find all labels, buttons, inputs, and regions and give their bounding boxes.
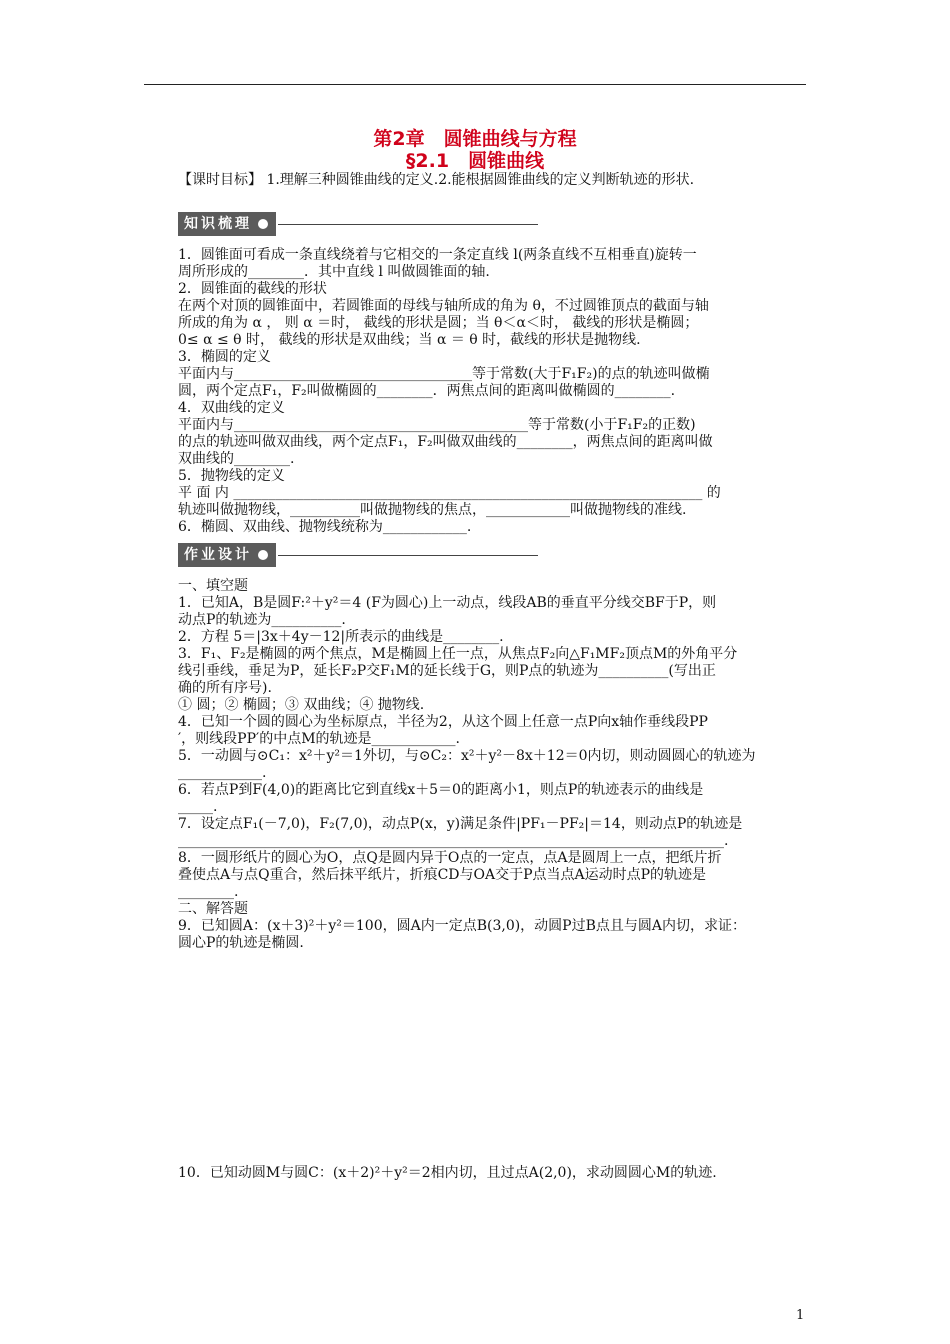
text-line: 3．椭圆的定义 <box>178 349 271 365</box>
homework-body <box>178 578 808 952</box>
page-number: 1 <box>796 1308 805 1323</box>
text-line: 10．已知动圆M与圆C：(x＋2)²＋y²＝2相内切，且过点A(2,0)，求动圆圆心M的轨迹. <box>178 1165 717 1181</box>
text-line: ′，则线段PP′的中点M的轨迹是____________. <box>178 731 460 747</box>
text-line: 双曲线的________. <box>178 451 295 467</box>
text-line: 平 面 内 ___________________________________________________________________ 的 <box>178 485 721 501</box>
bullet-dot-icon <box>258 550 268 560</box>
knowledge-body <box>178 247 808 536</box>
text-line: 圆，两个定点F₁，F₂叫做椭圆的________．两焦点间的距离叫做椭圆的________. <box>178 383 676 399</box>
text-line: 周所形成的________．其中直线 l 叫做圆锥面的轴. <box>178 264 490 280</box>
text-line: 线引垂线，垂足为P，延长F₂P交F₁M的延长线于G，则P点的轨迹为__________(写出正 <box>178 663 716 679</box>
goal-text: 1.理解三种圆锥曲线的定义.2.能根据圆锥曲线的定义判断轨迹的形状. <box>266 172 695 188</box>
text-line: 动点P的轨迹为__________. <box>178 612 346 628</box>
text-line: 在两个对顶的圆锥面中，若圆锥面的母线与轴所成的角为 θ，不过圆锥顶点的截面与轴 <box>178 298 709 314</box>
homework-heading-pill <box>178 543 276 567</box>
text-line: ① 圆；② 椭圆；③ 双曲线；④ 抛物线. <box>178 697 425 713</box>
goal-label: 【课时目标】 <box>178 172 262 188</box>
homework-heading <box>178 543 538 567</box>
homework-heading-text: 作业设计 <box>184 547 252 563</box>
text-line: 的点的轨迹叫做双曲线，两个定点F₁，F₂叫做双曲线的________，两焦点间的距离叫做 <box>178 434 713 450</box>
text-line: 圆心P的轨迹是椭圆. <box>178 935 304 951</box>
heading-rule <box>278 224 538 225</box>
text-line: ____________. <box>178 765 267 781</box>
text-line: 1．圆锥面可看成一条直线绕着与它相交的一条定直线 l(两条直线不互相垂直)旋转一 <box>178 247 697 263</box>
text-line: 4．已知一个圆的圆心为坐标原点，半径为2，从这个圆上任意一点P向x轴作垂线段PP <box>178 714 708 730</box>
knowledge-heading-pill <box>178 212 276 236</box>
chapter-title: 第2章 圆锥曲线与方程 <box>373 128 577 150</box>
text-line: 7．设定点F₁(－7,0)，F₂(7,0)，动点P(x，y)满足条件|PF₁－PF₂|＝14，则动点P的轨迹是 <box>178 816 743 832</box>
top-rule <box>144 84 806 85</box>
text-line: 6．椭圆、双曲线、抛物线统称为____________. <box>178 519 472 535</box>
bullet-dot-icon <box>258 219 268 229</box>
text-line: 轨迹叫做抛物线，__________叫做抛物线的焦点，____________叫做抛物线的准线. <box>178 502 687 518</box>
text-line: 8．一圆形纸片的圆心为O，点Q是圆内异于O点的一定点，点A是圆周上一点，把纸片折 <box>178 850 722 866</box>
knowledge-heading <box>178 212 538 236</box>
text-line: 2．圆锥面的截线的形状 <box>178 281 327 297</box>
question-10 <box>178 1165 808 1182</box>
text-line: 确的所有序号). <box>178 680 272 696</box>
text-line: _____. <box>178 799 218 815</box>
text-line: 平面内与__________________________________________等于常数(小于F₁F₂的正数) <box>178 417 696 433</box>
text-line: 叠使点A与点Q重合，然后抹平纸片，折痕CD与OA交于P点当点A运动时点P的轨迹是 <box>178 867 707 883</box>
text-line: 3．F₁、F₂是椭圆的两个焦点，M是椭圆上任一点，从焦点F₂向△F₁MF₂顶点M的外角平分 <box>178 646 738 662</box>
text-line: 9．已知圆A：(x＋3)²＋y²＝100，圆A内一定点B(3,0)，动圆P过B点且与圆A内切，求证： <box>178 918 747 934</box>
text-line: 0≤ α ≤ θ 时， 截线的形状是双曲线；当 α ＝ θ 时，截线的形状是抛物线. <box>178 332 641 348</box>
text-line: ________. <box>178 884 239 900</box>
text-line: 5．一动圆与⊙C₁：x²＋y²＝1外切，与⊙C₂：x²＋y²－8x＋12＝0内切，则动圆圆心的轨迹为 <box>178 748 756 764</box>
text-line: 5．抛物线的定义 <box>178 468 285 484</box>
lesson-goal <box>178 172 808 189</box>
text-line: ______________________________________________________________________________. <box>178 833 729 849</box>
text-line: 1．已知A，B是圆F:²＋y²＝4 (F为圆心)上一动点，线段AB的垂直平分线交BF于P，则 <box>178 595 717 611</box>
section-title: §2.1 圆锥曲线 <box>405 150 545 172</box>
text-line: 2．方程 5＝|3x＋4y－12|所表示的曲线是________. <box>178 629 504 645</box>
text-line: 4．双曲线的定义 <box>178 400 285 416</box>
text-line: 一、填空题 <box>178 578 248 594</box>
knowledge-heading-text: 知识梳理 <box>184 216 252 232</box>
text-line: 二、解答题 <box>178 901 248 917</box>
text-line: 所成的角为 α ， 则 α ＝时， 截线的形状是圆；当 θ＜α＜时， 截线的形状是椭圆； <box>178 315 699 331</box>
text-line: 6．若点P到F(4,0)的距离比它到直线x＋5＝0的距离小1，则点P的轨迹表示的曲线是 <box>178 782 704 798</box>
heading-rule <box>278 555 538 556</box>
text-line: 平面内与__________________________________等于常数(大于F₁F₂)的点的轨迹叫做椭 <box>178 366 710 382</box>
